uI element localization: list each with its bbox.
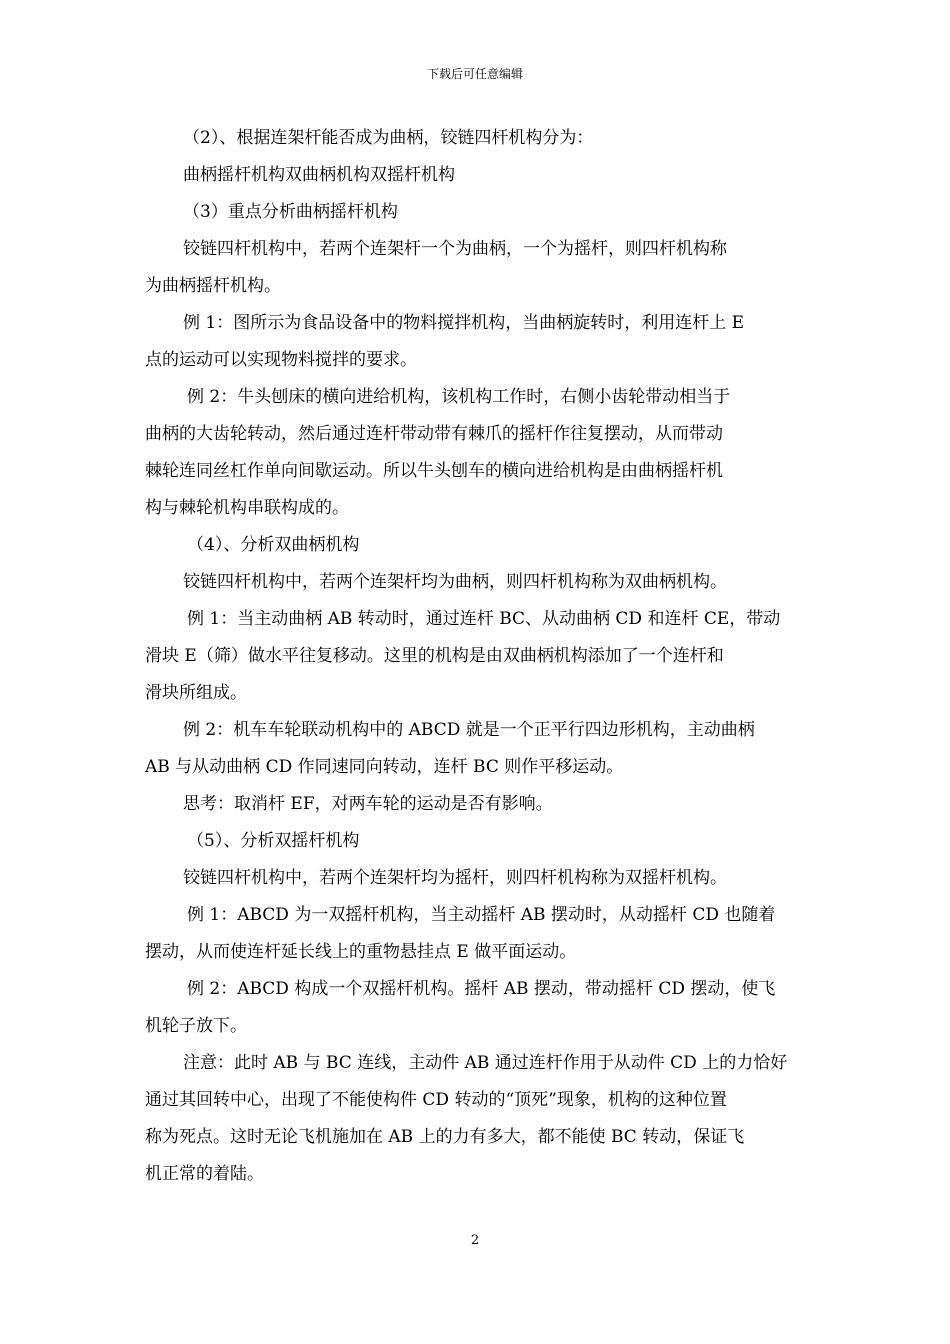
paragraph-line: 铰链四杆机构中，若两个连架杆均为曲柄，则四杆机构称为双曲柄机构。	[183, 572, 727, 592]
paragraph-line: （2）、根据连架杆能否成为曲柄，铰链四杆机构分为：	[183, 128, 594, 148]
paragraph-line: 例 1：图所示为食品设备中的物料搅拌机构，当曲柄旋转时，利用连杆上 E	[183, 313, 745, 333]
paragraph-line: 例 1：当主动曲柄 AB 转动时，通过连杆 BC、从动曲柄 CD 和连杆 CE，带动	[187, 609, 781, 629]
paragraph-line: 曲柄摇杆机构双曲柄机构双摇杆机构	[183, 165, 455, 185]
paragraph-line: （5）、分析双摇杆机构	[187, 831, 360, 851]
paragraph-line: 注意：此时 AB 与 BC 连线，主动件 AB 通过连杆作用于从动件 CD 上的力恰好	[183, 1053, 788, 1073]
paragraph-line: 构与棘轮机构串联构成的。	[145, 498, 349, 518]
paragraph-line: 曲柄的大齿轮转动，然后通过连杆带动带有棘爪的摇杆作往复摆动，从而带动	[145, 424, 723, 444]
paragraph-line: 铰链四杆机构中，若两个连架杆一个为曲柄，一个为摇杆，则四杆机构称	[183, 239, 727, 259]
paragraph-line: 为曲柄摇杆机构。	[145, 276, 281, 296]
paragraph-line: 点的运动可以实现物料搅拌的要求。	[145, 350, 417, 370]
paragraph-line: AB 与从动曲柄 CD 作同速同向转动，连杆 BC 则作平移运动。	[145, 757, 624, 777]
paragraph-line: 例 2：ABCD 构成一个双摇杆机构。摇杆 AB 摆动，带动摇杆 CD 摆动，使飞	[187, 979, 776, 999]
page-number: 2	[470, 1233, 480, 1248]
paragraph-line: 通过其回转中心，出现了不能使构件 CD 转动的“顶死”现象，机构的这种位置	[145, 1090, 727, 1110]
paragraph-line: 思考：取消杆 EF，对两车轮的运动是否有影响。	[183, 794, 553, 814]
body-text	[145, 120, 805, 1193]
paragraph-line: 滑块 E（筛）做水平往复移动。这里的机构是由双曲柄机构添加了一个连杆和	[145, 646, 724, 666]
paragraph-line: （3）重点分析曲柄摇杆机构	[183, 202, 398, 222]
paragraph-line: 棘轮连同丝杠作单向间歇运动。所以牛头刨车的横向进给机构是由曲柄摇杆机	[145, 461, 723, 481]
page-header: 下载后可任意编辑	[426, 67, 523, 81]
paragraph-line: 例 2：牛头刨床的横向进给机构，该机构工作时，右侧小齿轮带动相当于	[187, 387, 731, 407]
paragraph-line: 摆动，从而使连杆延长线上的重物悬挂点 E 做平面运动。	[145, 942, 577, 962]
paragraph-line: 铰链四杆机构中，若两个连架杆均为摇杆，则四杆机构称为双摇杆机构。	[183, 868, 727, 888]
paragraph-line: 称为死点。这时无论飞机施加在 AB 上的力有多大，都不能使 BC 转动，保证飞	[145, 1127, 745, 1147]
paragraph-line: 例 1：ABCD 为一双摇杆机构，当主动摇杆 AB 摆动时，从动摇杆 CD 也随着	[187, 905, 776, 925]
paragraph-line: （4）、分析双曲柄机构	[187, 535, 360, 555]
paragraph-line: 机轮子放下。	[145, 1016, 247, 1036]
paragraph-line: 滑块所组成。	[145, 683, 247, 703]
paragraph-line: 例 2：机车车轮联动机构中的 ABCD 就是一个正平行四边形机构，主动曲柄	[183, 720, 755, 740]
paragraph-line: 机正常的着陆。	[145, 1164, 264, 1184]
